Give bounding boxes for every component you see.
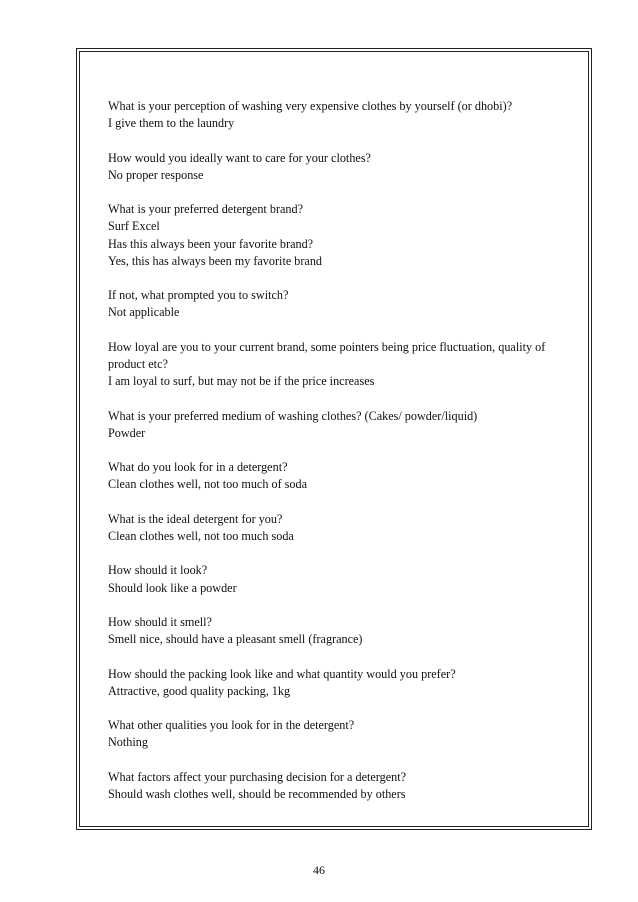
answer-text: Should look like a powder <box>108 580 237 595</box>
answer-text: I give them to the laundry <box>108 116 235 131</box>
qa-block <box>108 459 578 493</box>
question-text: If not, what prompted you to switch? <box>108 288 289 303</box>
page-number: 46 <box>313 863 325 877</box>
answer-text: Yes, this has always been my favorite brand <box>108 253 323 268</box>
question-text: What factors affect your purchasing decision for a detergent? <box>108 769 407 784</box>
question-text: Has this always been your favorite brand? <box>108 236 314 251</box>
answer-text: Not applicable <box>108 305 180 320</box>
qa-block <box>108 201 578 235</box>
question-text: How should the packing look like and what quantity would you prefer? <box>108 666 456 681</box>
answer-text: Clean clothes well, not too much of soda <box>108 477 308 492</box>
qa-block <box>108 769 578 803</box>
qa-block <box>108 562 578 596</box>
qa-block <box>108 666 578 700</box>
qa-block <box>108 408 578 442</box>
question-text: What is your perception of washing very expensive clothes by yourself (or dhobi)? <box>108 99 513 113</box>
answer-text: Nothing <box>108 735 148 750</box>
question-text: What is your preferred medium of washing clothes? (Cakes/ powder/liquid) <box>108 408 478 423</box>
question-text: How would you ideally want to care for your clothes? <box>108 150 371 165</box>
question-text: What is your preferred detergent brand? <box>108 202 304 217</box>
qa-block <box>108 339 578 391</box>
answer-text: Powder <box>108 425 146 440</box>
question-text: What is the ideal detergent for you? <box>108 511 283 526</box>
answer-text: Attractive, good quality packing, 1kg <box>108 683 291 698</box>
answer-text: Should wash clothes well, should be recommended by others <box>108 786 406 801</box>
qa-block <box>108 150 578 184</box>
answer-text: No proper response <box>108 167 204 182</box>
answer-text: Clean clothes well, not too much soda <box>108 528 294 543</box>
question-text: How should it look? <box>108 563 208 578</box>
question-text: What other qualities you look for in the detergent? <box>108 718 355 733</box>
qa-block <box>108 236 578 270</box>
question-text: How loyal are you to your current brand, some pointers being price fluctuation, quality of product etc? <box>108 339 546 371</box>
qa-block <box>108 614 578 648</box>
answer-text: Smell nice, should have a pleasant smell (fragrance) <box>108 632 363 647</box>
qa-block <box>108 98 578 132</box>
qa-block <box>108 511 578 545</box>
question-text: What do you look for in a detergent? <box>108 460 288 475</box>
interview-content <box>108 98 578 820</box>
answer-text: I am loyal to surf, but may not be if the price increases <box>108 374 375 389</box>
qa-block <box>108 287 578 321</box>
qa-block <box>108 717 578 751</box>
question-text: How should it smell? <box>108 614 212 629</box>
answer-text: Surf Excel <box>108 219 160 234</box>
